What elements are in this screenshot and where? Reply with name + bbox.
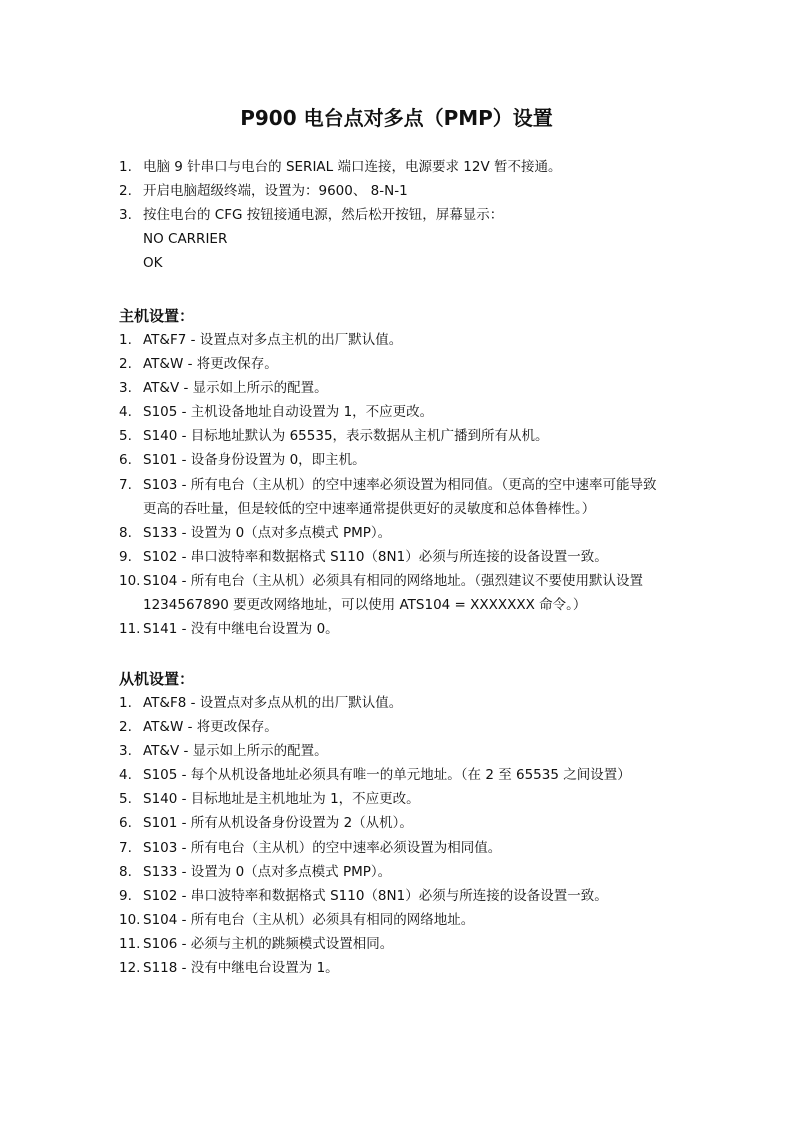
list-item [119, 691, 699, 715]
list-text: S133 - 设置为 0（点对多点模式 PMP）。 [143, 863, 392, 880]
slave-heading: 从机设置： [119, 670, 195, 688]
list-item [119, 617, 699, 641]
list-number: 1. [119, 695, 132, 711]
list-item [119, 860, 699, 884]
master-heading: 主机设置： [119, 307, 195, 325]
list-number: 2. [119, 356, 132, 373]
list-text: 更高的吞吐量，但是较低的空中速率通常提供更好的灵敏度和总体鲁棒性。） [143, 500, 596, 517]
list-number: 4. [119, 404, 132, 421]
list-number: 7. [119, 476, 132, 493]
list-item [119, 884, 699, 908]
list-number: 12. [119, 960, 141, 977]
list-number: 5. [119, 428, 132, 445]
list-number: 3. [119, 743, 132, 760]
list-text: S103 - 所有电台（主从机）的空中速率必须设置为相同值。（更高的空中速率可能导致 [143, 476, 657, 493]
list-text: S140 - 目标地址是主机地址为 1，不应更改。 [143, 791, 420, 808]
list-item [119, 227, 699, 251]
list-item [119, 545, 699, 569]
list-item [119, 811, 699, 835]
list-text: S104 - 所有电台（主从机）必须具有相同的网络地址。 [143, 911, 475, 928]
list-text: 开启电脑超级终端，设置为：9600、 8-N-1 [143, 183, 408, 200]
list-number: 3. [119, 380, 132, 397]
list-item [119, 203, 699, 227]
list-item [119, 251, 699, 275]
list-item [119, 956, 699, 980]
list-text: S105 - 主机设备地址自动设置为 1，不应更改。 [143, 404, 434, 421]
list-item [119, 739, 699, 763]
list-text: S118 - 没有中继电台设置为 1。 [143, 960, 339, 977]
list-text: OK [143, 255, 163, 272]
list-item [119, 763, 699, 787]
list-item [119, 352, 699, 376]
list-number: 2. [119, 183, 132, 200]
list-number: 11. [119, 621, 141, 638]
list-item [119, 715, 699, 739]
list-item [119, 448, 699, 472]
list-text: 按住电台的 CFG 按钮接通电源，然后松开按钮，屏幕显示： [143, 207, 504, 224]
list-number: 10. [119, 572, 141, 589]
list-item [119, 473, 699, 497]
list-item [119, 328, 699, 352]
list-item [119, 497, 699, 521]
list-text: S101 - 所有从机设备身份设置为 2（从机）。 [143, 815, 413, 832]
list-text: S106 - 必须与主机的跳频模式设置相同。 [143, 935, 394, 952]
list-number: 8. [119, 524, 132, 541]
list-number: 11. [119, 935, 141, 952]
list-number: 2. [119, 719, 132, 736]
list-text: AT&W - 将更改保存。 [143, 356, 278, 373]
list-text: S103 - 所有电台（主从机）的空中速率必须设置为相同值。 [143, 839, 502, 856]
list-text: S140 - 目标地址默认为 65535，表示数据从主机广播到所有从机。 [143, 428, 549, 445]
list-item [119, 155, 699, 179]
slave-settings-list [119, 691, 699, 980]
list-number: 7. [119, 839, 132, 856]
list-number: 6. [119, 452, 132, 469]
list-text: AT&W - 将更改保存。 [143, 719, 278, 736]
list-item [119, 179, 699, 203]
list-text: S133 - 设置为 0（点对多点模式 PMP）。 [143, 524, 392, 541]
list-number: 8. [119, 863, 132, 880]
list-text: S102 - 串口波特率和数据格式 S110（8N1）必须与所连接的设备设置一致。 [143, 887, 608, 904]
list-text: S104 - 所有电台（主从机）必须具有相同的网络地址。（强烈建议不要使用默认设置 [143, 572, 644, 589]
list-number: 3. [119, 207, 132, 224]
list-item [119, 376, 699, 400]
page-title: P900 电台点对多点（PMP）设置 [240, 106, 553, 130]
list-item [119, 400, 699, 424]
list-text: NO CARRIER [143, 231, 228, 248]
list-text: AT&F7 - 设置点对多点主机的出厂默认值。 [143, 332, 403, 348]
list-text: AT&V - 显示如上所示的配置。 [143, 380, 328, 397]
list-text: 电脑 9 针串口与电台的 SERIAL 端口连接，电源要求 12V 暂不接通。 [143, 159, 562, 175]
list-item [119, 593, 699, 617]
list-text: S141 - 没有中继电台设置为 0。 [143, 621, 339, 638]
list-number: 9. [119, 887, 132, 904]
list-number: 6. [119, 815, 132, 832]
list-item [119, 569, 699, 593]
list-item [119, 424, 699, 448]
list-text: 1234567890 要更改网络地址，可以使用 ATS104 = XXXXXXX 命令。） [143, 597, 587, 614]
list-item [119, 521, 699, 545]
list-number: 10. [119, 911, 141, 928]
list-item [119, 787, 699, 811]
list-item [119, 908, 699, 932]
list-number: 4. [119, 767, 132, 784]
list-number: 5. [119, 791, 132, 808]
list-number: 9. [119, 548, 132, 565]
master-settings-list [119, 328, 699, 641]
list-text: AT&V - 显示如上所示的配置。 [143, 743, 328, 760]
list-number: 1. [119, 332, 132, 348]
list-text: S101 - 设备身份设置为 0，即主机。 [143, 452, 366, 469]
list-item [119, 932, 699, 956]
list-text: S105 - 每个从机设备地址必须具有唯一的单元地址。（在 2 至 65535 之间设置） [143, 767, 631, 784]
intro-list [119, 155, 699, 275]
list-number: 1. [119, 159, 132, 175]
list-text: AT&F8 - 设置点对多点从机的出厂默认值。 [143, 695, 403, 711]
list-item [119, 836, 699, 860]
list-text: S102 - 串口波特率和数据格式 S110（8N1）必须与所连接的设备设置一致。 [143, 548, 608, 565]
